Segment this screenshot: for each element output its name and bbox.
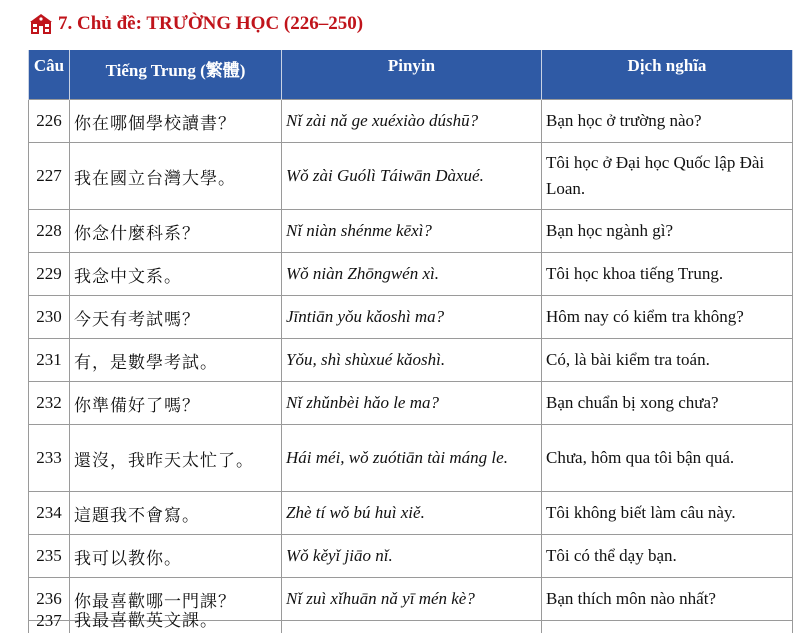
pinyin-text: Hái méi, wǒ zuótiān tài máng le. xyxy=(282,425,542,492)
chinese-sentence: 我念中文系。 xyxy=(70,253,282,296)
chinese-sentence: 我可以教你。 xyxy=(70,535,282,578)
row-number xyxy=(29,621,70,633)
vietnamese-translation: Bạn chuẩn bị xong chưa? xyxy=(542,382,793,425)
vietnamese-translation: Tôi không biết làm câu này. xyxy=(542,492,793,535)
column-header-number: Câu xyxy=(29,50,70,100)
table-row xyxy=(29,535,793,578)
row-number: 233 xyxy=(29,425,70,492)
section-title: 7. Chủ đề: TRƯỜNG HỌC (226–250) xyxy=(58,13,363,35)
table-row xyxy=(29,339,793,382)
table-row xyxy=(29,492,793,535)
section-heading xyxy=(30,8,363,40)
table-row xyxy=(29,253,793,296)
vietnamese-translation: Có, là bài kiểm tra toán. xyxy=(542,339,793,382)
pinyin-text: Nǐ niàn shénme kēxì? xyxy=(282,210,542,253)
vietnamese-translation: Hôm nay có kiểm tra không? xyxy=(542,296,793,339)
row-number: 227 xyxy=(29,143,70,210)
table-row xyxy=(29,296,793,339)
vietnamese-translation: Tôi có thể dạy bạn. xyxy=(542,535,793,578)
chinese-sentence: 你念什麼科系？ xyxy=(70,210,282,253)
vietnamese-translation: Tôi học ở Đại học Quốc lập Đài Loan. xyxy=(542,143,793,210)
table-row xyxy=(29,382,793,425)
row-number-text: 237 xyxy=(33,610,65,620)
pinyin-text: Jīntiān yǒu kǎoshì ma? xyxy=(282,296,542,339)
row-number: 229 xyxy=(29,253,70,296)
chinese-sentence xyxy=(70,621,282,633)
vocabulary-table xyxy=(28,50,793,633)
vietnamese-translation: Bạn học ngành gì? xyxy=(542,210,793,253)
pinyin-text: Zhè tí wǒ bú huì xiě. xyxy=(282,492,542,535)
vietnamese-translation: Bạn học ở trường nào? xyxy=(542,100,793,143)
column-header-translation: Dịch nghĩa xyxy=(542,50,793,100)
school-building-icon xyxy=(30,13,52,35)
pinyin-text: Wǒ zài Guólì Táiwān Dàxué. xyxy=(282,143,542,210)
chinese-sentence: 你準備好了嗎？ xyxy=(70,382,282,425)
chinese-sentence: 今天有考試嗎？ xyxy=(70,296,282,339)
row-number: 235 xyxy=(29,535,70,578)
pinyin-text: Wǒ niàn Zhōngwén xì. xyxy=(282,253,542,296)
vietnamese-translation: Bạn thích môn nào nhất? xyxy=(542,578,793,621)
row-number: 230 xyxy=(29,296,70,339)
table-row xyxy=(29,210,793,253)
table-row-partial xyxy=(29,621,793,633)
chinese-sentence: 你最喜歡哪一門課？ xyxy=(70,578,282,621)
pinyin-text: Yǒu, shì shùxué kǎoshì. xyxy=(282,339,542,382)
row-number: 231 xyxy=(29,339,70,382)
vietnamese-translation: Chưa, hôm qua tôi bận quá. xyxy=(542,425,793,492)
table-row xyxy=(29,100,793,143)
pinyin-text: Nǐ zhǔnbèi hǎo le ma? xyxy=(282,382,542,425)
pinyin-text: Nǐ zuì xǐhuān nǎ yī mén kè? xyxy=(282,578,542,621)
row-number: 226 xyxy=(29,100,70,143)
row-number: 236 xyxy=(29,578,70,621)
chinese-sentence: 有，是數學考試。 xyxy=(70,339,282,382)
table-row xyxy=(29,425,793,492)
chinese-sentence-text: 我最喜歡英文課。 xyxy=(74,610,277,620)
pinyin-text: Nǐ zài nǎ ge xuéxiào dúshū? xyxy=(282,100,542,143)
chinese-sentence: 你在哪個學校讀書？ xyxy=(70,100,282,143)
pinyin-text xyxy=(282,621,542,633)
chinese-sentence: 我在國立台灣大學。 xyxy=(70,143,282,210)
row-number: 228 xyxy=(29,210,70,253)
column-header-pinyin: Pinyin xyxy=(282,50,542,100)
chinese-sentence: 還沒，我昨天太忙了。 xyxy=(70,425,282,492)
row-number: 234 xyxy=(29,492,70,535)
row-number: 232 xyxy=(29,382,70,425)
column-header-chinese: Tiếng Trung (繁體) xyxy=(70,50,282,100)
pinyin-text: Wǒ kěyǐ jiāo nǐ. xyxy=(282,535,542,578)
vietnamese-translation xyxy=(542,621,793,633)
chinese-sentence: 這題我不會寫。 xyxy=(70,492,282,535)
table-header-row xyxy=(29,50,793,100)
vietnamese-translation: Tôi học khoa tiếng Trung. xyxy=(542,253,793,296)
table-row xyxy=(29,143,793,210)
